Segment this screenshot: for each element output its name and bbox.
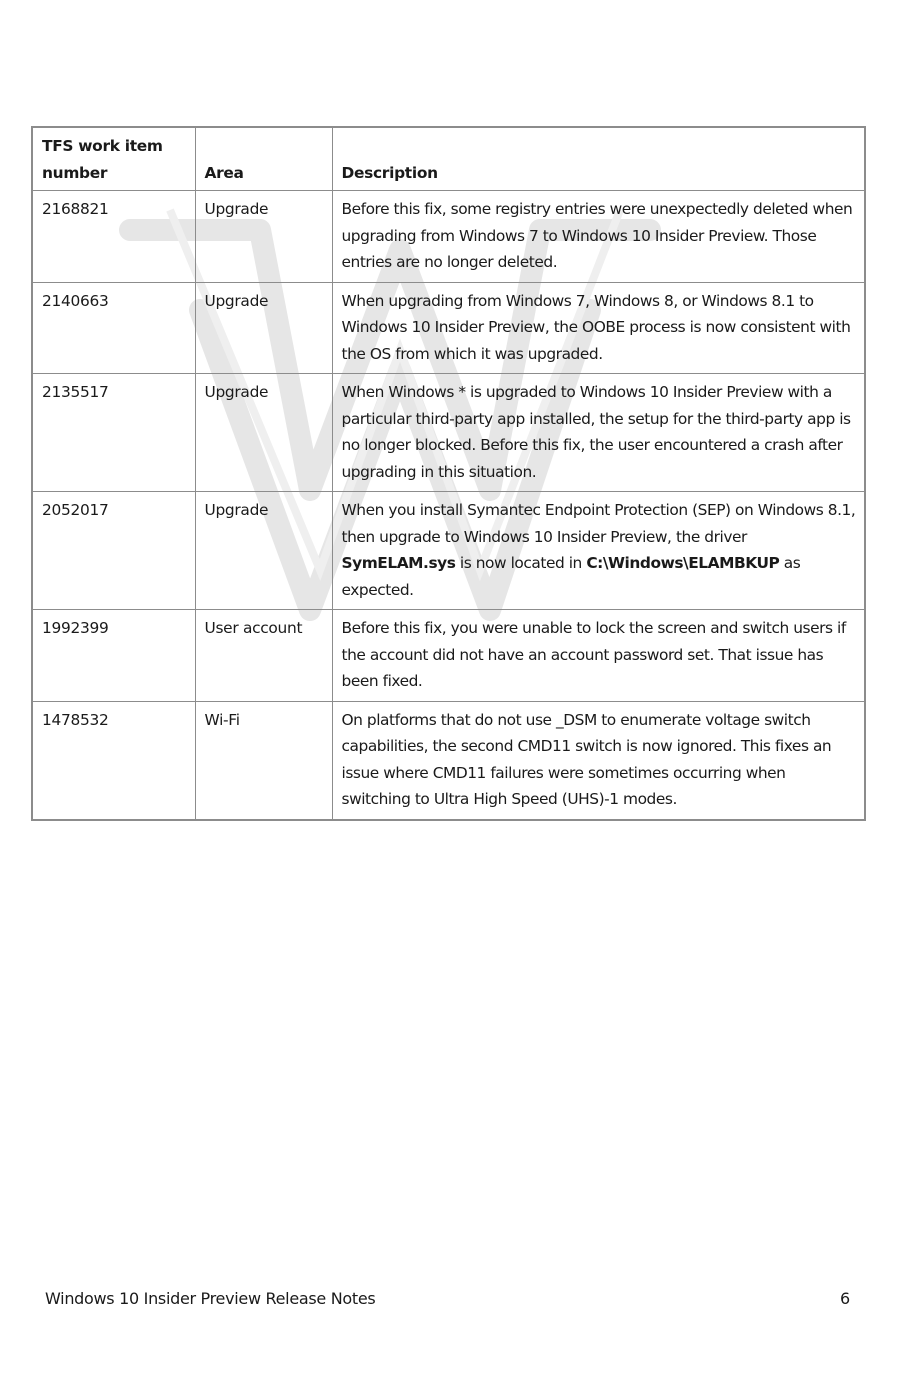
footer-document-title: Windows 10 Insider Preview Release Notes: [45, 1289, 376, 1308]
description-text: is now located in: [455, 554, 587, 572]
header-work-item-number: TFS work item number: [32, 127, 195, 191]
work-item-number: 2140663: [32, 282, 195, 374]
work-item-number: 2168821: [32, 191, 195, 283]
area-cell: Wi-Fi: [195, 701, 332, 820]
work-item-number: 1992399: [32, 610, 195, 702]
footer-page-number: 6: [840, 1289, 851, 1308]
area-cell: Upgrade: [195, 492, 332, 610]
area-cell: Upgrade: [195, 282, 332, 374]
area-cell: Upgrade: [195, 191, 332, 283]
table-row: [32, 610, 865, 702]
work-item-number: 2052017: [32, 492, 195, 610]
area-cell: User account: [195, 610, 332, 702]
description-cell: When upgrading from Windows 7, Windows 8, or Windows 8.1 to Windows 10 Insider Preview, the OOBE process is now consistent with the OS from which it was upgraded.: [332, 282, 865, 374]
area-cell: Upgrade: [195, 374, 332, 492]
table-header-row: [32, 127, 865, 191]
driver-filename: SymELAM.sys: [341, 554, 456, 572]
work-item-number: 1478532: [32, 701, 195, 820]
description-text: When you install Symantec Endpoint Protection (SEP) on Windows 8.1, then upgrade to Windows 10 Insider Preview, the driver: [341, 501, 856, 546]
description-cell: Before this fix, you were unable to lock the screen and switch users if the account did not have an account password set. That issue has been fixed.: [332, 610, 865, 702]
release-notes-table: [31, 126, 866, 821]
description-cell: When Windows * is upgraded to Windows 10 Insider Preview with a particular third-party app installed, the setup for the third-party app is no longer blocked. Before this fix, the user encountered a crash after upgrading in this situation.: [332, 374, 865, 492]
table-row: [32, 492, 865, 610]
driver-path: C:\Windows\ELAMBKUP: [586, 554, 780, 572]
header-description: Description: [332, 127, 865, 191]
table-row: [32, 701, 865, 820]
description-text: as expected.: [341, 554, 801, 599]
description-cell: On platforms that do not use _DSM to enumerate voltage switch capabilities, the second CMD11 switch is now ignored. This fixes an issue where CMD11 failures were sometimes occurring when switching to Ultra High Speed (UHS)-1 modes.: [332, 701, 865, 820]
table-row: [32, 374, 865, 492]
table-row: [32, 282, 865, 374]
description-cell: Before this fix, some registry entries were unexpectedly deleted when upgrading from Windows 7 to Windows 10 Insider Preview. Those entries are no longer deleted.: [332, 191, 865, 283]
header-area: Area: [195, 127, 332, 191]
work-item-number: 2135517: [32, 374, 195, 492]
description-cell: [332, 492, 865, 610]
table-row: [32, 191, 865, 283]
